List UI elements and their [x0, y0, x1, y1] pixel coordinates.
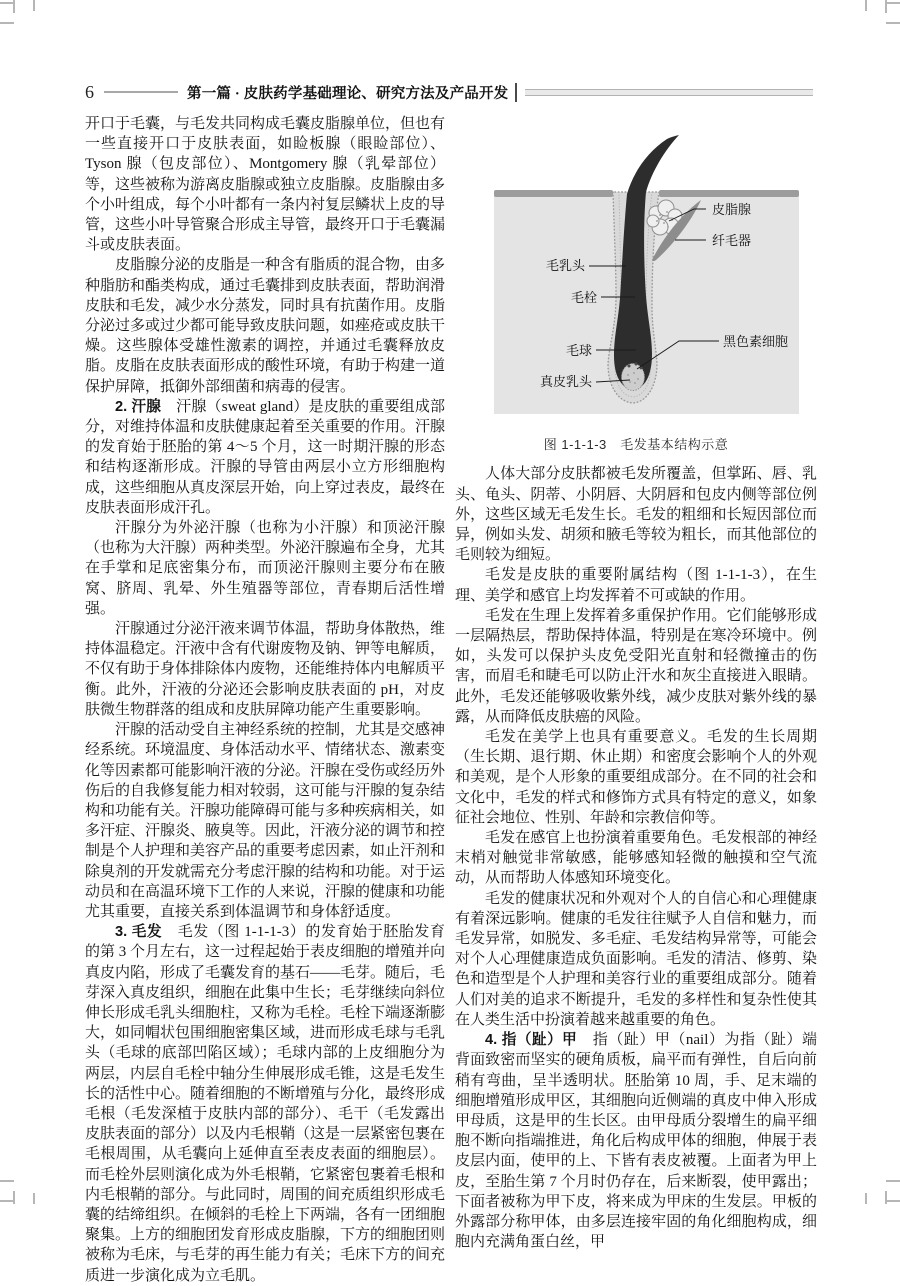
- term-lead: 2. 汗腺: [115, 398, 161, 415]
- label-dermal-papilla: 真皮乳头: [539, 374, 592, 389]
- left-column-text: [85, 114, 445, 1286]
- header-divider-bar: [515, 83, 517, 102]
- term-lead: 3. 毛发: [115, 924, 163, 941]
- skin-surface-left: [494, 190, 613, 197]
- paragraph: 人体大部分皮肤都被毛发所覆盖，但掌跖、唇、乳头、龟头、阴蒂、小阴唇、大阴唇和包皮内侧等部位例外，这些区域无毛发生长。毛发的粗细和长短因部位而异，例如头发、胡须和腋毛等较为粗长，而其他部位的毛则较为细短。: [455, 466, 817, 564]
- label-hair-papilla: 毛乳头: [545, 258, 585, 273]
- label-hair-peg: 毛栓: [570, 290, 597, 305]
- crop-mark-bottom-left: [0, 1176, 40, 1204]
- crop-mark-top-right: [860, 0, 900, 28]
- paragraph: 毛发的健康状况和外观对个人的自信心和心理健康有着深远影响。健康的毛发往往赋予人自信和魅力，而毛发异常，如脱发、多毛症、毛发结构异常等，可能会对个人心理健康造成负面影响。毛发的清洁、修剪、染色和造型是个人护理和美容行业的重要组成部分。随着人们对美的追求不断提升，毛发的多样性和复杂性使其在人类生活中扮演着越来越重要的角色。: [455, 890, 817, 1028]
- paragraph: 3. 毛发 毛发（图 1-1-1-3）的发育始于胚胎发育的第 3 个月左右，这一过程起始于表皮细胞的增殖并向真皮内陷，形成了毛囊发育的基石——毛芽。随后，毛芽深入真皮组织，细胞在此集中生长；毛芽继续向斜位伸长形成毛乳头细胞柱，又称为毛栓。毛栓下端逐渐膨大，如同帽状包围细胞密集区域，进而形成毛球与毛乳头（毛球的底部凹陷区域）；毛球内部的上皮细胞分为两层，内层自毛栓中轴分生伸展形成毛锥，这是毛发生长的活性中心。随着细胞的不断增殖与分化，最终形成毛根（毛发深植于皮肤内部的部分）、毛干（毛发露出皮肤表面的部分）以及内毛根鞘（这是一层紧密包裹在毛根周围，从毛囊向上延伸直至表皮表面的细胞层）。而毛栓外层则演化成为外毛根鞘，它紧密包裹着毛根和内毛根鞘的部分。与此同时，周围的间充质组织形成毛囊的结缔组织。在倾斜的毛栓上下两端，各有一团细胞聚集。上方的细胞团发育形成皮脂腺，下方的细胞团则被称为毛床，与毛芽的再生能力有关；毛床下方的间充质进一步演化成为立毛肌。: [85, 924, 446, 1284]
- section-title: 第一篇 · 皮肤药学基础理论、研究方法及产品开发: [187, 85, 509, 102]
- label-arrector-muscle: 纤毛器: [712, 233, 752, 248]
- paragraph: 毛发在感官上也扮演着重要角色。毛发根部的神经末梢对触觉非常敏感，能够感知轻微的触摸和空气流动，从而帮助人体感知环境变化。: [455, 830, 817, 887]
- right-column-text: [455, 464, 817, 1252]
- paragraph: 皮脂腺分泌的皮脂是一种含有脂质的混合物，由多种脂肪和酯类构成，通过毛囊排到皮肤表面，帮助润滑皮肤和毛发，减少水分蒸发，同时具有抗菌作用。皮脂分泌过多或过少都可能导致皮肤问题，如痤疮或皮肤干燥。这些腺体受雄性激素的调控，并通过毛囊释放皮脂。皮脂在皮肤表面形成的酸性环境，有助于构建一道保护屏障，抵御外部细菌和病毒的侵害。: [85, 257, 446, 395]
- paragraph: 汗腺分为外泌汗腺（也称为小汗腺）和顶泌汗腺（也称为大汗腺）两种类型。外泌汗腺遍布全身，尤其在手掌和足底密集分布，而顶泌汗腺则主要分布在腋窝、脐周、乳晕、外生殖器等部位，青春期后活性增强。: [85, 520, 446, 617]
- skin-surface-right: [659, 190, 799, 197]
- label-sebaceous-gland: 皮脂腺: [712, 202, 752, 217]
- paragraph: 4. 指（趾）甲 指（趾）甲（nail）为指（趾）端背面致密而坚实的硬角质板，扁平而有弹性，自后向前稍有弯曲，呈半透明状。胚胎第 10 周，手、足末端的细胞增殖形成甲区，其细胞向近侧端的真皮中伸入形成甲母质，这是甲的生长区。由甲母质分裂增生的扁平细胞不断向指端推进，角化后构成甲体的细胞，伸展于表皮层内面，使甲的上、下皆有表皮被覆。上面者为甲上皮，至胎生第 7 个月时仍存在，后来断裂，使甲露出；下面者被称为甲下皮，将来成为甲床的生发层。甲板的外露部分称甲体，由多层连接牢固的角化细胞构成，细胞内充满角蛋白丝，甲: [455, 1032, 817, 1251]
- hair-structure-diagram: [466, 126, 806, 426]
- figure-caption: 图 1-1-1-3 毛发基本结构示意: [543, 437, 729, 453]
- label-hair-bulb: 毛球: [565, 343, 592, 358]
- paragraph: 毛发是皮肤的重要附属结构（图 1-1-1-3），在生理、美学和感官上均发挥着不可或缺的作用。: [455, 567, 817, 604]
- paragraph: 毛发在美学上也具有重要意义。毛发的生长周期（生长期、退行期、休止期）和密度会影响个人的外观和美观，是个人形象的重要组成部分。在不同的社会和文化中，毛发的样式和修饰方式具有特定的意义，如象征社会地位、性别、年龄和宗教信仰等。: [455, 729, 817, 826]
- paragraph: 汗腺的活动受自主神经系统的控制，尤其是交感神经系统。环境温度、身体活动水平、情绪状态、激素变化等因素都可能影响汗液的分泌。汗腺在受伤或经历外伤后的自我修复能力相对较弱，这可能与汗腺的复杂结构和功能有关。汗腺功能障碍可能与多种疾病相关，如多汗症、汗腺炎、腋臭等。因此，汗液分泌的调节和控制是个人护理和美容产品的重要考虑因素，如止汗剂和除臭剂的开发就需充分考虑汗腺的结构和功能。对于运动员和在高温环境下工作的人来说，汗腺的健康和功能尤其重要，直接关系到体温调节和身体舒适度。: [85, 722, 446, 920]
- term-lead: 4. 指（趾）甲: [485, 1032, 578, 1049]
- paragraph: 2. 汗腺 汗腺（sweat gland）是皮肤的重要组成部分，对维持体温和皮肤健康起着至关重要的作用。汗腺的发育始于胚胎的第 4～5 个月，这一时期汗腺的形态和结构逐渐形成。汗腺的导管由两层小立方形细胞构成，这些细胞从真皮深层开始，向上穿过表皮，最终在皮肤表面形成汗孔。: [85, 398, 446, 516]
- crop-mark-bottom-right: [860, 1176, 900, 1204]
- label-melanocyte: 黑色素细胞: [723, 334, 789, 349]
- crop-mark-top-left: [0, 0, 40, 28]
- paragraph: 毛发在生理上发挥着多重保护作用。它们能够形成一层隔热层，帮助保持体温，特别是在寒冷环境中。例如，头发可以保护头皮免受阳光直射和轻微撞击的伤害，而眉毛和睫毛可以防止汗水和灰尘直接进入眼睛。此外，毛发还能够吸收紫外线，减少皮肤对紫外线的暴露，从而降低皮肤癌的风险。: [455, 607, 817, 725]
- figure-hair-structure: [466, 126, 806, 455]
- running-head: [85, 80, 815, 104]
- paragraph: 开口于毛囊，与毛发共同构成毛囊皮脂腺单位，但也有一些直接开口于皮肤表面，如睑板腺（眼睑部位）、Tyson 腺（包皮部位）、Montgomery 腺（乳晕部位）等，这些被称为游离皮脂腺或独立皮脂腺。皮脂腺由多个小叶组成，每个小叶都有一条内衬复层鳞状上皮的导管，这些小叶导管聚合形成主导管，最终开口于毛囊漏斗或皮肤表面。: [85, 116, 446, 254]
- header-rule-right: [525, 89, 813, 96]
- paragraph: 汗腺通过分泌汗液来调节体温，帮助身体散热，维持体温稳定。汗液中含有代谢废物及钠、钾等电解质，不仅有助于身体排除体内废物，还能维持体内电解质平衡。此外，汗液的分泌还会影响皮肤表面的 pH，对皮肤微生物群落的组成和皮肤屏障功能产生重要影响。: [85, 621, 446, 718]
- right-column: [455, 126, 817, 1252]
- header-rule-left: [104, 91, 178, 93]
- page-number: 6: [85, 82, 94, 102]
